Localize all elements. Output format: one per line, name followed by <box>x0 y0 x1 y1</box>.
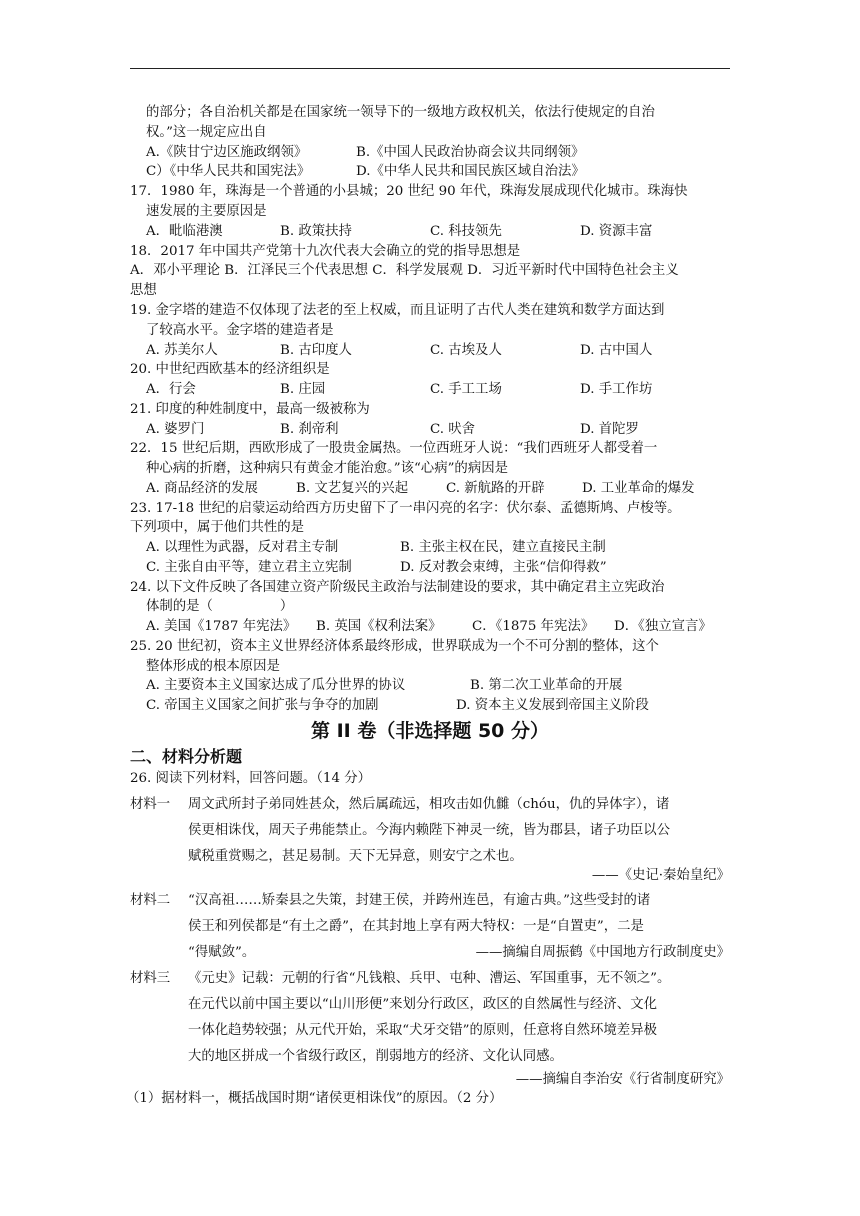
q16-option-a: A.《陕甘宁边区施政纲领》 <box>146 145 308 160</box>
q24-option-a: A. 美国《1787 年宪法》 <box>146 619 297 634</box>
q25-stem-line-2: 整体形成的根本原因是 <box>146 659 280 674</box>
q21-option-d: D. 首陀罗 <box>580 422 639 437</box>
material-three-line-2: 在元代以前中国主要以“山川形便”来划分行政区，政区的自然属性与经济、文化 <box>188 997 657 1012</box>
q23-option-b: B. 主张主权在民，建立直接民主制 <box>400 540 606 555</box>
material-two-label: 材料二 <box>130 893 171 908</box>
q16-option-b: B.《中国人民政治协商会议共同纲领》 <box>356 145 585 160</box>
q19-stem-line-1: 19. 金字塔的建造不仅体现了法老的至上权威，而且证明了古代人类在建筑和数学方面达到 <box>130 303 665 318</box>
q24-option-c: C．《1875 年宪法》 <box>472 619 595 634</box>
q19-option-d: D. 古中国人 <box>580 343 653 358</box>
q18-options-wrap: 思想 <box>130 283 157 298</box>
q26-subquestion-1: （1）据材料一，概括战国时期“诸侯更相诛伐”的原因。（2 分） <box>126 1091 503 1106</box>
material-one-line-1: 周文武所封子弟同姓甚众，然后属疏远，相攻击如仇雠（chóu，仇的异体字），诸 <box>188 797 670 812</box>
q25-stem-line-1: 25. 20 世纪初，资本主义世界经济体系最终形成，世界联成为一个不可分割的整体，这个 <box>130 639 659 654</box>
q23-option-d: D. 反对教会束缚，主张“信仰得救” <box>400 560 607 575</box>
q22-stem-line-2: 种心病的折磨，这种病只有黄金才能治愈。”该“心病”的病因是 <box>146 461 508 476</box>
q26-intro: 26. 阅读下列材料，回答问题。（14 分） <box>130 771 372 786</box>
q21-option-a: A. 婆罗门 <box>146 422 205 437</box>
q24-option-d: D．《独立宣言》 <box>614 619 712 634</box>
material-three-source: ——摘编自李治安《行省制度研究》 <box>515 1072 730 1087</box>
material-one-label: 材料一 <box>130 797 171 812</box>
q24-stem-line-1: 24. 以下文件反映了各国建立资产阶级民主政治与法制建设的要求，其中确定君主立宪政治 <box>130 580 665 595</box>
q20-option-d: D. 手工作坊 <box>580 382 653 397</box>
q25-option-a: A. 主要资本主义国家达成了瓜分世界的协议 <box>146 678 406 693</box>
q23-option-c: C. 主张自由平等，建立君主立宪制 <box>146 560 352 575</box>
material-one-source: ——《史记·秦始皇纪》 <box>591 868 730 883</box>
material-one-line-3: 赋税重赏赐之，甚足易制。天下无异意，则安宁之术也。 <box>188 849 523 864</box>
material-three-line-1: 《元史》记载：元朝的行省“凡钱粮、兵甲、屯种、漕运、军国重事，无不领之”。 <box>188 971 671 986</box>
q16-continuation-line-1: 的部分；各自治机关都是在国家统一领导下的一级地方政权机关，依法行使规定的自治 <box>146 105 655 120</box>
q22-stem-line-1: 22．15 世纪后期，西欧形成了一股贵金属热。一位西班牙人说：“我们西班牙人都受着一 <box>130 441 658 456</box>
q18-stem: 18．2017 年中国共产党第十九次代表大会确立的党的指导思想是 <box>130 244 521 259</box>
q17-option-d: D. 资源丰富 <box>580 224 653 239</box>
material-two-source: ——摘编自周振鹤《中国地方行政制度史》 <box>475 945 730 960</box>
material-two-line-1: “汉高祖……矫秦县之失策，封建王侯，并跨州连邑，有逾古典。”这些受封的诸 <box>188 893 651 908</box>
q23-option-a: A. 以理性为武器，反对君主专制 <box>146 540 339 555</box>
q22-option-a: A. 商品经济的发展 <box>146 481 258 496</box>
q23-stem-line-1: 23. 17-18 世纪的启蒙运动给西方历史留下了一串闪亮的名字：伏尔泰、孟德斯鸠、卢梭等。 <box>130 501 681 516</box>
q22-option-b: B. 文艺复兴的兴起 <box>296 481 409 496</box>
q21-option-b: B. 刹帝利 <box>280 422 339 437</box>
material-two-line-3: “得赋敛”。 <box>188 945 256 960</box>
q17-option-b: B. 政策扶持 <box>280 224 352 239</box>
material-two-line-2: 侯王和列侯都是“有土之爵”，在其封地上享有两大特权：一是“自置吏”，二是 <box>188 919 644 934</box>
section-heading: 二、材料分析题 <box>130 747 243 766</box>
q23-stem-line-2: 下列项中，属于他们共性的是 <box>130 520 305 535</box>
q20-stem: 20. 中世纪西欧基本的经济组织是 <box>130 362 330 377</box>
q24-option-b: B. 英国《权利法案》 <box>316 619 442 634</box>
q25-option-c: C. 帝国主义国家之间扩张与争夺的加剧 <box>146 698 379 713</box>
q16-continuation-line-2: 权。”这一规定应出自 <box>146 125 267 140</box>
material-three-label: 材料三 <box>130 971 171 986</box>
material-one-line-2: 侯更相诛伐，周天子弗能禁止。今海内赖陛下神灵一统，皆为郡县，诸子功臣以公 <box>188 823 671 838</box>
header-rule <box>130 68 730 69</box>
q21-stem: 21. 印度的种姓制度中，最高一级被称为 <box>130 402 370 417</box>
q17-option-a: A．毗临港澳 <box>146 224 223 239</box>
q24-stem-line-2: 体制的是（ ） <box>146 599 294 614</box>
q22-option-c: C. 新航路的开辟 <box>446 481 545 496</box>
q19-stem-line-2: 了较高水平。金字塔的建造者是 <box>146 323 334 338</box>
q19-option-b: B. 古印度人 <box>280 343 352 358</box>
q20-option-b: B. 庄园 <box>280 382 326 397</box>
q17-stem-line-1: 17．1980 年，珠海是一个普通的小县城；20 世纪 90 年代，珠海发展成现代化城市。珠海快 <box>130 184 688 199</box>
q19-option-a: A. 苏美尔人 <box>146 343 218 358</box>
q20-option-c: C. 手工工场 <box>430 382 502 397</box>
q21-option-c: C. 吠舍 <box>430 422 476 437</box>
q25-option-d: D. 资本主义发展到帝国主义阶段 <box>456 698 649 713</box>
q17-stem-line-2: 速发展的主要原因是 <box>146 204 267 219</box>
q16-option-d: D.《中华人民共和国民族区域自治法》 <box>356 164 585 179</box>
q19-option-c: C. 古埃及人 <box>430 343 502 358</box>
part-two-title: 第 II 卷（非选择题 50 分） <box>310 720 550 742</box>
q17-option-c: C. 科技领先 <box>430 224 502 239</box>
material-three-line-3: 一体化趋势较强；从元代开始，采取“犬牙交错”的原则，任意将自然环境差异极 <box>188 1023 657 1038</box>
q20-option-a: A．行会 <box>146 382 196 397</box>
q16-option-c: C）《中华人民共和国宪法》 <box>146 164 311 179</box>
q25-option-b: B. 第二次工业革命的开展 <box>470 678 623 693</box>
q22-option-d: D. 工业革命的爆发 <box>582 481 695 496</box>
material-three-line-4: 大的地区拼成一个省级行政区，削弱地方的经济、文化认同感。 <box>188 1049 563 1064</box>
q18-options-line: A．邓小平理论 B．江泽民三个代表思想 C．科学发展观 D．习近平新时代中国特色社会主义 <box>130 263 679 278</box>
